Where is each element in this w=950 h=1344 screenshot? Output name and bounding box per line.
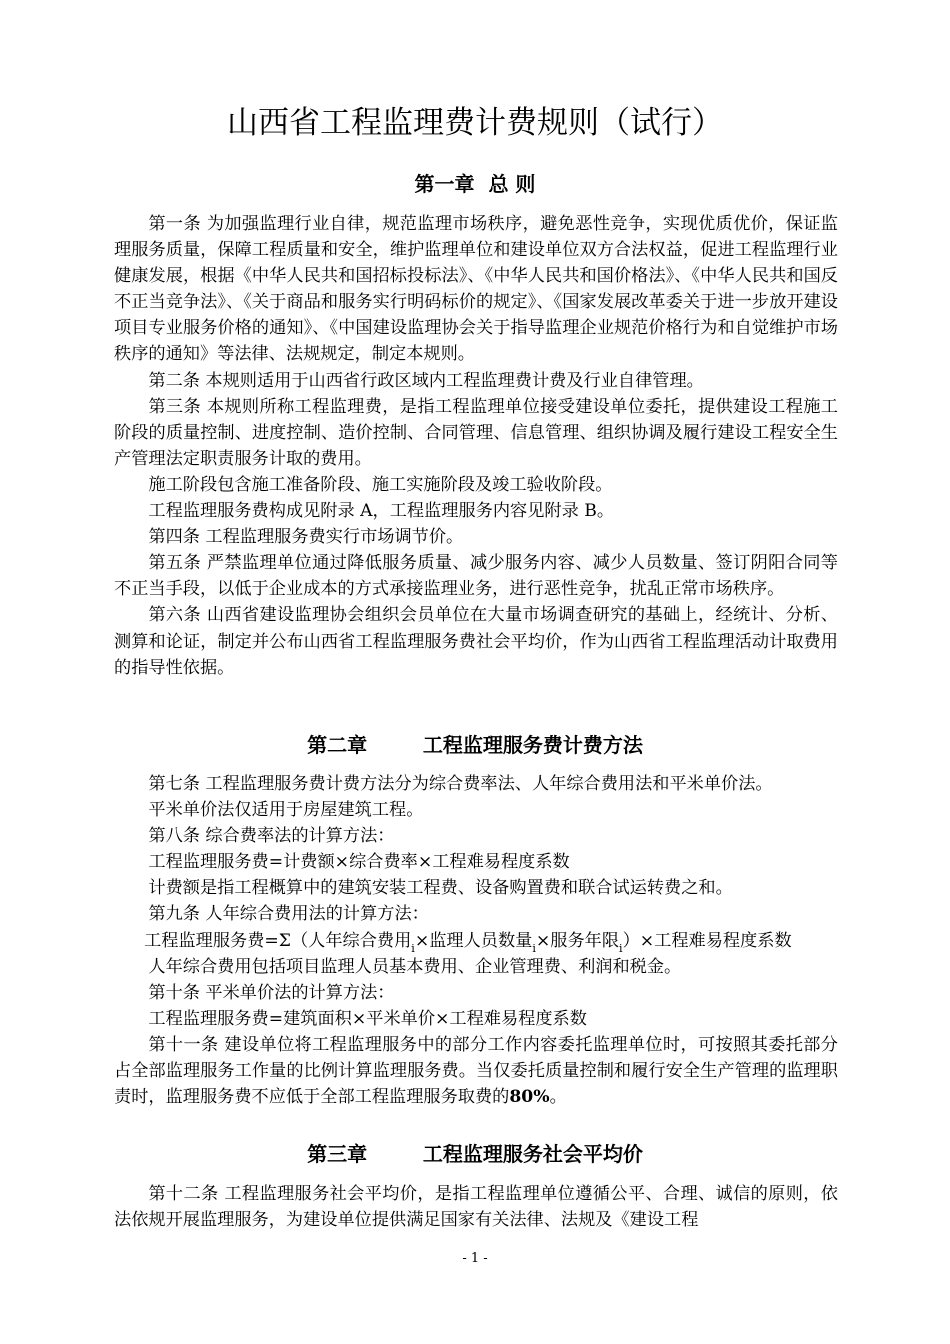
article-9-formula xyxy=(114,928,838,954)
article-12: 第十二条 工程监理服务社会平均价，是指工程监理单位遵循公平、合理、诚信的原则，依法依规开展监理服务，为建设单位提供满足国家有关法律、法规及《建设工程 xyxy=(114,1184,838,1231)
article-3: 第三条 本规则所称工程监理费，是指工程监理单位接受建设单位委托，提供建设工程施工阶段的质量控制、进度控制、造价控制、合同管理、信息管理、组织协调及履行建设工程安全生产管理法定职责服务计取的费用。 xyxy=(114,396,838,469)
article-11-percent: 80% xyxy=(509,1087,550,1108)
chapter-1-body xyxy=(114,211,838,681)
formula-subscript-2: i xyxy=(532,941,536,955)
appendix-note: 工程监理服务费构成见附录 A，工程监理服务内容见附录 B。 xyxy=(148,501,615,522)
chapter-3-body xyxy=(114,1181,838,1233)
article-2: 第二条 本规则适用于山西省行政区域内工程监理费计费及行业自律管理。 xyxy=(148,370,704,391)
article-7-note: 平米单价法仅适用于房屋建筑工程。 xyxy=(148,800,424,821)
article-11-end: 。 xyxy=(549,1087,567,1108)
formula-part-1: 工程监理服务费=Σ（人年综合费用 xyxy=(144,930,412,951)
chapter-3-heading: 第三章 工程监理服务社会平均价 xyxy=(307,1142,643,1166)
chapter-2-body xyxy=(114,771,838,1110)
article-10-formula: 工程监理服务费=建筑面积×平米单价×工程难易程度系数 xyxy=(148,1008,587,1029)
document-title: 山西省工程监理费计费规则（试行） xyxy=(227,105,723,141)
article-10: 第十条 平米单价法的计算方法： xyxy=(148,982,395,1003)
chapter-2-heading: 第二章 工程监理服务费计费方法 xyxy=(307,733,643,757)
article-5: 第五条 严禁监理单位通过降低服务质量、减少服务内容、减少人员数量、签订阴阳合同等不正当手段，以低于企业成本的方式承接监理业务，进行恶性竞争，扰乱正常市场秩序。 xyxy=(114,553,838,600)
formula-part-4: ）×工程难易程度系数 xyxy=(622,930,792,951)
article-1: 第一条 为加强监理行业自律，规范监理市场秩序，避免恶性竞争，实现优质优价，保证监理服务质量，保障工程质量和安全，维护监理单位和建设单位双方合法权益，促进工程监理行业健康发展，根据《中华人民共和国招标投标法》、《中华人民共和国价格法》、《中华人民共和国反不正当竞争法》、《关于商品和服务实行明码标价的规定》、《国家发展改革委关于进一步放开建设项目专业服务价格的通知》、《中国建设监理协会关于指导监理企业规范价格行为和自觉维护市场秩序的通知》等法律、法规规定，制定本规则。 xyxy=(114,214,838,365)
formula-part-3: ×服务年限 xyxy=(535,930,620,951)
construction-phase-note: 施工阶段包含施工准备阶段、施工实施阶段及竣工验收阶段。 xyxy=(148,474,613,495)
article-8-note: 计费额是指工程概算中的建筑安装工程费、设备购置费和联合试运转费之和。 xyxy=(148,878,733,899)
article-4: 第四条 工程监理服务费实行市场调节价。 xyxy=(148,527,464,548)
article-9-note: 人年综合费用包括项目监理人员基本费用、企业管理费、利润和税金。 xyxy=(148,956,682,977)
article-8-formula: 工程监理服务费=计费额×综合费率×工程难易程度系数 xyxy=(148,852,570,873)
page-number: - 1 - xyxy=(462,1251,488,1266)
article-6: 第六条 山西省建设监理协会组织会员单位在大量市场调查研究的基础上，经统计、分析、测算和论证，制定并公布山西省工程监理服务费社会平均价，作为山西省工程监理活动计取费用的指导性依据。 xyxy=(114,605,838,678)
article-8: 第八条 综合费率法的计算方法： xyxy=(148,826,395,847)
article-11 xyxy=(114,1032,838,1110)
article-7: 第七条 工程监理服务费计费方法分为综合费率法、人年综合费用法和平米单价法。 xyxy=(148,774,773,794)
article-9: 第九条 人年综合费用法的计算方法： xyxy=(148,904,429,925)
formula-subscript-1: i xyxy=(411,941,415,955)
formula-part-2: ×监理人员数量 xyxy=(414,930,533,951)
chapter-1-heading: 第一章 总 则 xyxy=(414,172,536,196)
formula-subscript-3: i xyxy=(619,941,623,955)
article-11-text: 第十一条 建设单位将工程监理服务中的部分工作内容委托监理单位时，可按照其委托部分占全部监理服务工作量的比例计算监理服务费。当仅委托质量控制和履行安全生产管理的监理职责时，监理服务费不应低于全部工程监理服务取费的 xyxy=(114,1034,838,1108)
